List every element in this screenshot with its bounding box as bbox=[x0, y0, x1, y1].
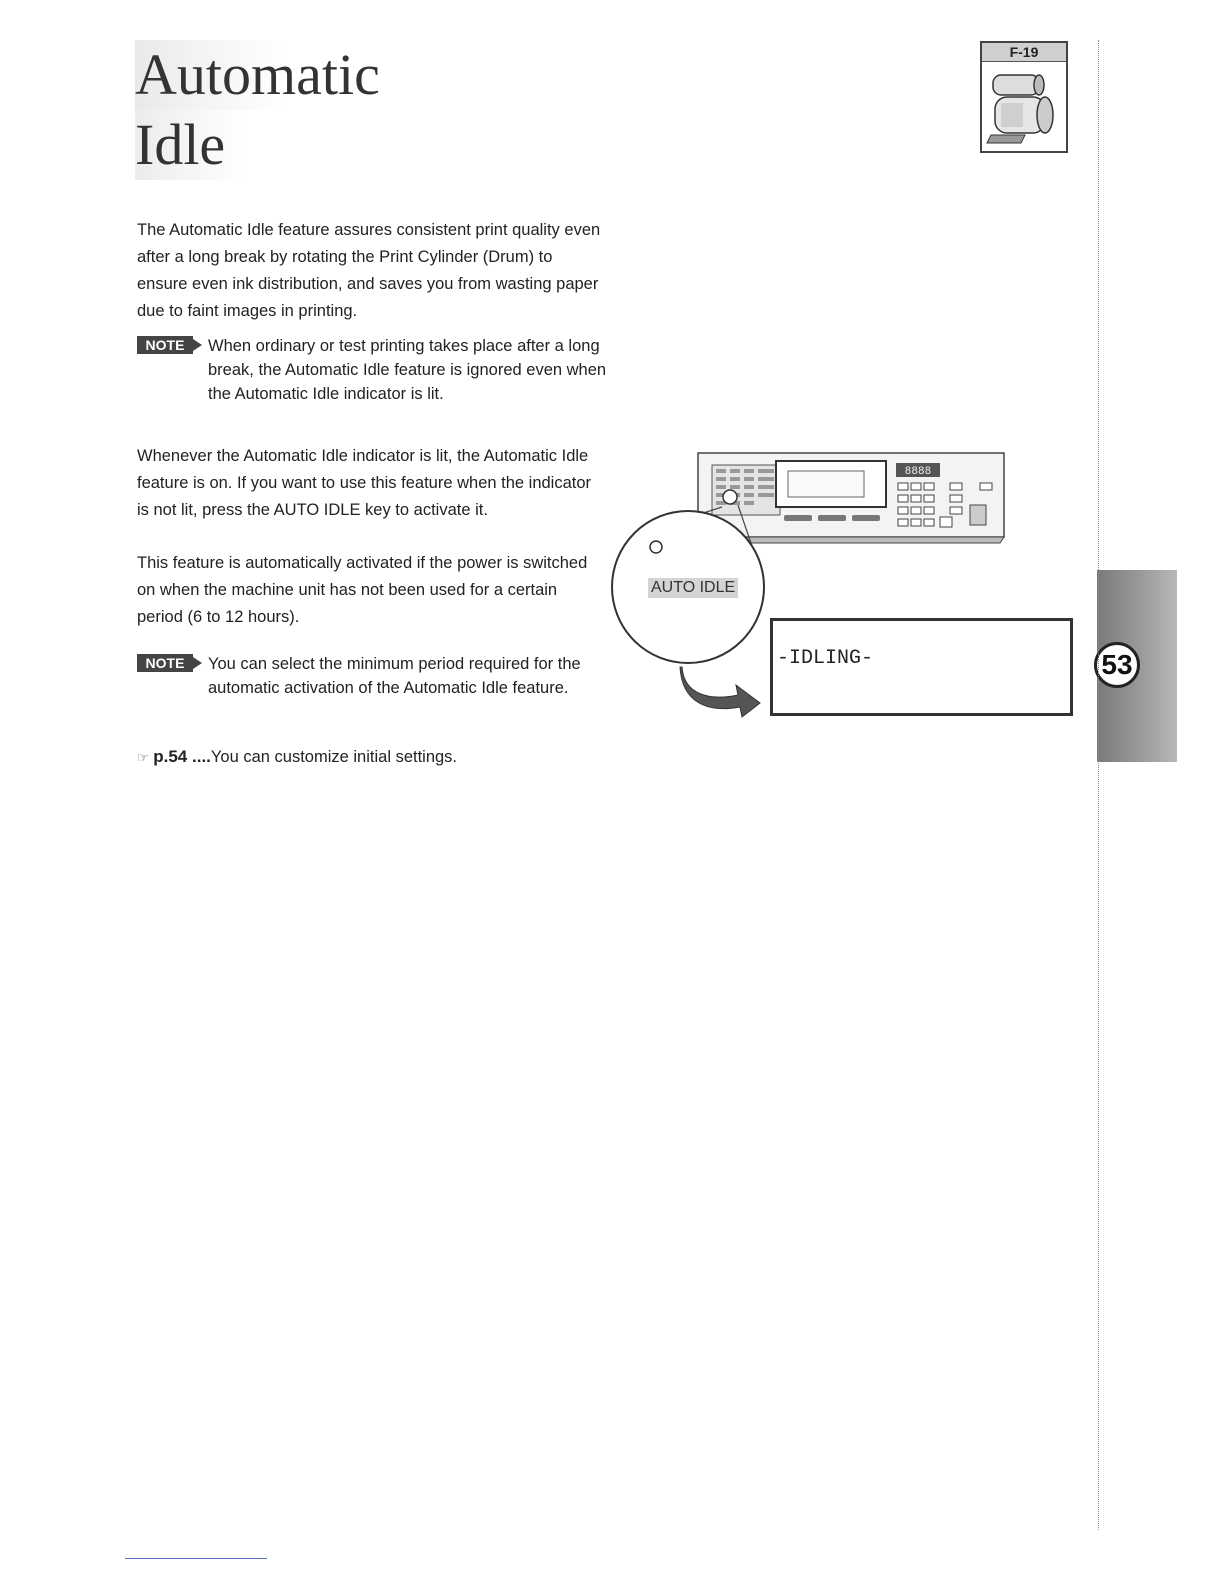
section-ref-box bbox=[980, 41, 1068, 153]
page-number: 53 bbox=[1094, 642, 1140, 688]
paragraph-2: Whenever the Automatic Idle indicator is lit, the Automatic Idle feature is on. If you want to use this feature when the indicator is not lit, press the AUTO IDLE key to activate it. bbox=[137, 447, 592, 519]
lcd-display-box bbox=[770, 618, 1073, 716]
page-title bbox=[135, 40, 380, 180]
reference-dots: .... bbox=[187, 747, 211, 766]
paragraph-3: This feature is automatically activated if the power is switched on when the machine unit has not been used for a certain period (6 to 12 hours). bbox=[137, 554, 588, 626]
pointing-hand-icon: ☞ bbox=[137, 750, 149, 765]
note-1-text: When ordinary or test printing takes place after a long break, the Automatic Idle feature is ignored even when the Automatic Idle indicator is lit. bbox=[208, 337, 607, 403]
title-line-2: Idle bbox=[135, 110, 245, 180]
page-edge-guide bbox=[1098, 40, 1099, 1530]
section-ref-code: F-19 bbox=[982, 43, 1066, 62]
note-1 bbox=[137, 334, 607, 406]
reference-text: You can customize initial settings. bbox=[210, 748, 458, 766]
note-badge-icon bbox=[137, 336, 203, 354]
page-reference bbox=[137, 747, 457, 767]
note-2-text: You can select the minimum period required for the automatic activation of the Automatic Idle feature. bbox=[208, 655, 581, 697]
note-badge-label: NOTE bbox=[145, 655, 185, 671]
counter-display: 8888 bbox=[904, 466, 932, 478]
title-line-1: Automatic bbox=[135, 40, 285, 110]
bottom-rule bbox=[125, 1558, 267, 1559]
note-2 bbox=[137, 652, 607, 700]
reference-page[interactable]: p.54 bbox=[153, 747, 188, 766]
drum-icon bbox=[985, 65, 1063, 149]
auto-idle-key[interactable]: AUTO IDLE bbox=[648, 578, 738, 598]
intro-paragraph: The Automatic Idle feature assures consistent print quality even after a long break by rotating the Print Cylinder (Drum) to ensure even ink distribution, and saves you from wasting paper due to faint images in printing. bbox=[137, 221, 601, 320]
lcd-display-text: -IDLING- bbox=[777, 647, 874, 670]
note-badge-label: NOTE bbox=[145, 337, 185, 353]
note-badge-icon bbox=[137, 654, 203, 672]
